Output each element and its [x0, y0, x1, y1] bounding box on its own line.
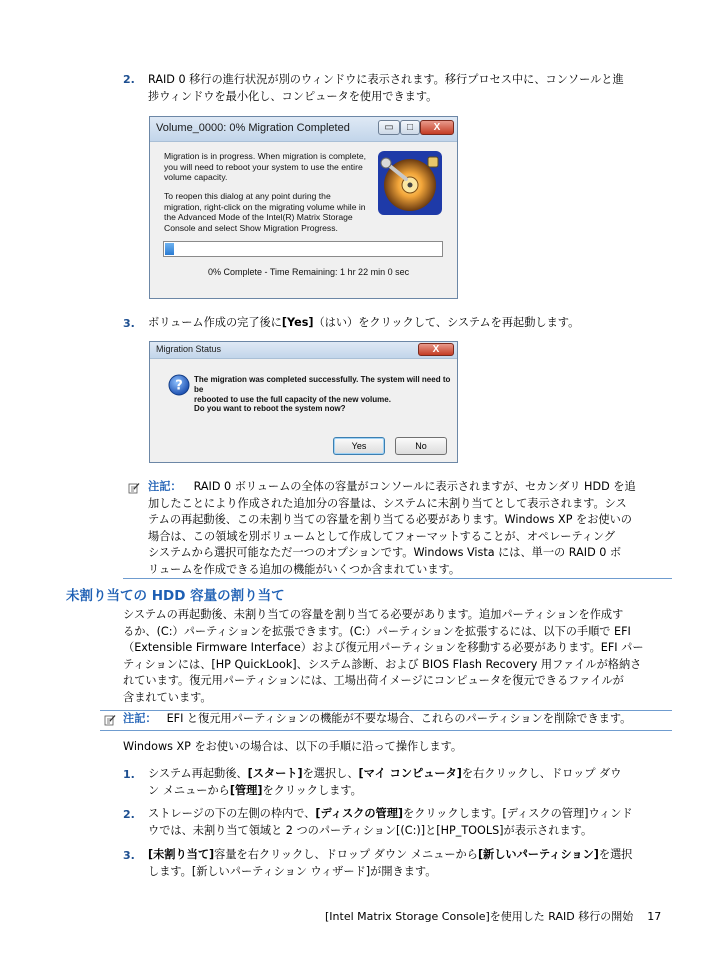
text-run: RAID 0 ボリュームの全体の容量がコンソールに表示されますが、セカンダリ HDD を追: [193, 480, 636, 493]
migration-progress-dialog: [149, 116, 458, 299]
dialog-titlebar: [150, 342, 457, 359]
progress-fill: [165, 243, 174, 255]
text-run: [マイ コンピュータ]: [358, 767, 462, 780]
svg-text:?: ?: [175, 378, 183, 394]
dialog-title: Volume_0000: 0% Migration Completed: [156, 122, 350, 134]
note-rule: [123, 578, 672, 579]
text-line: [148, 806, 633, 823]
text-line: 捗ウィンドウを最小化し、コンピュータを使用できます。: [148, 89, 438, 103]
text-line: rebooted to use the full capacity of the new volume.: [194, 395, 391, 404]
text-run: [スタート]: [247, 767, 303, 780]
note-2: [123, 711, 631, 728]
text-run: [未割り当て]: [148, 848, 215, 861]
text-run: ボリューム作成の完了後に: [148, 316, 282, 329]
text-line: リュームを作成できる追加の機能がいくつか含まれています。: [148, 562, 461, 576]
text-line: テムの再起動後、この未割り当ての容量を割り当てる必要があります。Windows XP をお使いの: [148, 513, 632, 527]
step-number: 3.: [123, 317, 135, 330]
no-button[interactable]: No: [395, 437, 447, 455]
minimize-button[interactable]: [378, 120, 400, 135]
page-number: 17: [647, 910, 662, 923]
step-3b-text: [148, 847, 633, 880]
note-rule: [100, 730, 672, 731]
note-1: [148, 479, 636, 579]
text-line: [148, 823, 633, 840]
step-3-text: [148, 315, 579, 332]
text-run: 容量を右クリックし、ドロップ ダウン メニューから: [214, 848, 478, 861]
maximize-icon: □: [406, 122, 414, 133]
step-2-text: [148, 72, 624, 105]
close-button[interactable]: [420, 120, 454, 135]
text-run: [ディスクの管理]: [315, 807, 404, 820]
raid-disk-icon: [376, 149, 444, 217]
step-number: 3.: [123, 849, 135, 862]
note-label: 注記：: [123, 712, 157, 725]
note-icon: [128, 482, 140, 494]
dialog-titlebar: [150, 117, 457, 142]
step-2b-text: [148, 806, 633, 839]
note-label: 注記：: [148, 480, 182, 493]
page-footer: [325, 908, 661, 924]
yes-text: [Yes]: [281, 316, 314, 329]
text-line: Console and select Show Migration Progress.: [164, 222, 338, 233]
step-number: 2.: [123, 73, 135, 86]
text-line: 場合は、この領域を別ボリュームとして作成してフォーマットすることが、オペレーティング: [148, 529, 616, 543]
dialog-message: [194, 375, 457, 405]
text-line: [148, 864, 633, 881]
text-run: をクリックします。: [262, 783, 362, 797]
migration-status-dialog: [149, 341, 458, 463]
footer-text: [Intel Matrix Storage Console]を使用した RAID 移行の開始: [325, 910, 634, 923]
text-line: るか、(C:）パーティションを拡張できます。(C:）パーティションを拡張するには、以下の手順で EFI: [123, 624, 631, 638]
close-button[interactable]: [418, 343, 454, 356]
dialog-question: Do you want to reboot the system now?: [194, 404, 346, 413]
text-run: [管理]: [229, 783, 263, 797]
text-line: ティションには、[HP QuickLook]、システム診断、および BIOS Flash Recovery 用ファイルが格納さ: [123, 657, 642, 671]
dialog-title: Migration Status: [156, 344, 222, 354]
intro-text: Windows XP をお使いの場合は、以下の手順に沿って操作します。: [123, 740, 463, 753]
text-line: （Extensible Firmware Interface）および復元用パーティションを移動する必要があります。EFI パー: [123, 641, 644, 655]
migration-status-text: 0% Complete - Time Remaining: 1 hr 22 min 0 sec: [208, 267, 410, 277]
text-line: RAID 0 移行の進行状況が別のウィンドウに表示されます。移行プロセス中に、コンソールと進: [148, 73, 624, 86]
text-line: volume capacity.: [164, 172, 228, 183]
note-icon: [104, 714, 116, 726]
text-run: システム再起動後、: [148, 767, 248, 780]
text-line: Migration is in progress. When migration is complete,: [164, 151, 367, 161]
text-run: を右クリックし、ドロップ ダウ: [461, 767, 622, 780]
text-run: を選択し、: [302, 767, 359, 780]
text-line: システムの再起動後、未割り当ての容量を割り当てる必要があります。追加パーティションを作成す: [123, 608, 624, 621]
text-line: システムから選択可能なただ一つのオプションです。Windows Vista には、単一の RAID 0 ボ: [148, 546, 622, 560]
text-run: します。[新しいパーティション ウィザード]が開きます。: [148, 864, 437, 878]
minimize-icon: ▭: [384, 122, 394, 133]
text-line: migration, right-click on the migrating volume while in: [164, 201, 366, 212]
yes-button[interactable]: Yes: [333, 437, 385, 455]
close-icon: X: [432, 344, 440, 355]
text-line: 含まれています。: [123, 690, 212, 704]
section-body: [123, 607, 644, 707]
dialog-message: [164, 151, 366, 183]
migration-progress-bar: [163, 241, 443, 257]
maximize-button[interactable]: [400, 120, 420, 135]
step-number: 1.: [123, 768, 135, 781]
close-icon: X: [433, 122, 441, 133]
text-run: ストレージの下の左側の枠内で、: [148, 807, 316, 820]
text-line: To reopen this dialog at any point during the: [164, 191, 331, 201]
step-1-text: [148, 766, 621, 799]
step-number: 2.: [123, 808, 135, 821]
note-first-line: [148, 479, 636, 496]
text-run: を選択: [598, 848, 633, 861]
text-line: you will need to reboot your system to use the entire: [164, 161, 363, 172]
text-run: ン メニューから: [148, 783, 230, 797]
text-line: 加したことにより作成された追加分の容量は、システムに未割り当てとして表示されます。シス: [148, 496, 627, 510]
question-icon: [168, 374, 190, 396]
text-run: EFI と復元用パーティションの機能が不要な場合、これらのパーティションを削除できます。: [166, 712, 632, 725]
text-line: [148, 766, 621, 783]
text-line: [148, 847, 633, 864]
text-run: をクリックします。[ディスクの管理]ウィンド: [403, 807, 633, 820]
dialog-instructions: [164, 191, 366, 233]
text-run: （はい）をクリックして、システムを再起動します。: [313, 316, 580, 329]
section-title: 未割り当ての HDD 容量の割り当て: [66, 588, 285, 604]
text-line: れています。復元用パーティションには、工場出荷イメージにコンピュータを復元できるファイルが: [123, 674, 624, 688]
text-line: The migration was completed successfully. The system will need to be: [194, 375, 451, 394]
text-run: ウでは、未割り当て領域と 2 つのパーティション[(C:)]と[HP_TOOLS]が表示されます。: [148, 823, 593, 837]
text-run: [新しいパーティション]: [477, 848, 599, 861]
text-line: [148, 783, 621, 800]
text-line: the Advanced Mode of the Intel(R) Matrix Storage: [164, 212, 353, 223]
